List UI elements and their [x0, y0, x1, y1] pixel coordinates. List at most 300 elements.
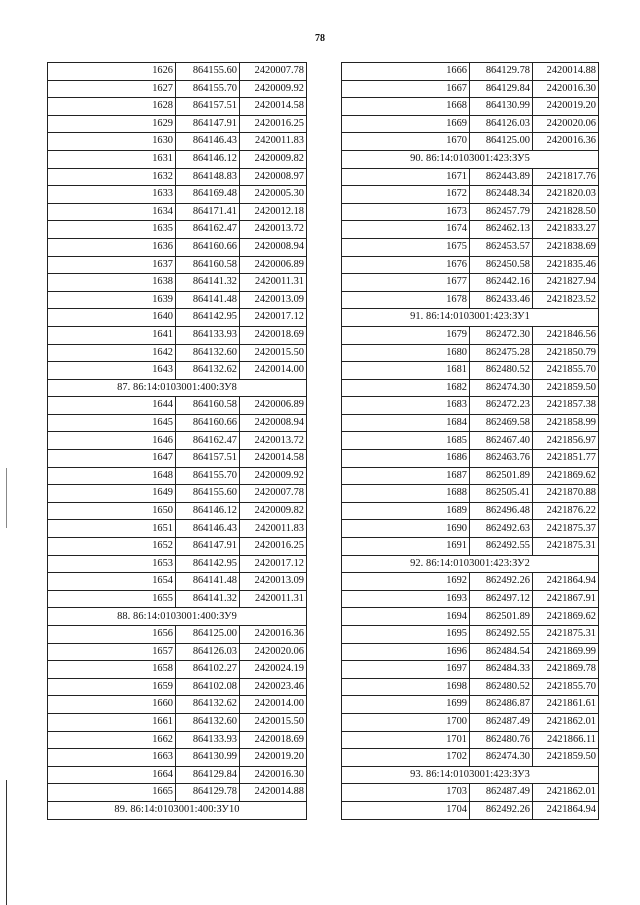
point-number-cell: 1638 — [48, 274, 176, 292]
x-coordinate-cell: 864162.47 — [176, 221, 240, 239]
point-number-cell: 1679 — [342, 326, 470, 344]
point-number-cell: 1674 — [342, 221, 470, 239]
y-coordinate-cell: 2420011.83 — [240, 133, 307, 151]
point-number-cell: 1642 — [48, 344, 176, 362]
point-number-cell: 1687 — [342, 467, 470, 485]
y-coordinate-cell: 2420006.89 — [240, 256, 307, 274]
x-coordinate-cell: 862496.48 — [470, 502, 533, 520]
x-coordinate-cell: 864146.43 — [176, 520, 240, 538]
point-number-cell: 1693 — [342, 590, 470, 608]
point-number-cell: 1636 — [48, 238, 176, 256]
table-row — [48, 362, 307, 380]
point-number-cell: 1697 — [342, 661, 470, 679]
y-coordinate-cell: 2421862.01 — [533, 784, 599, 802]
point-number-cell: 1704 — [342, 801, 470, 819]
table-row — [342, 696, 599, 714]
table-row — [342, 573, 599, 591]
x-coordinate-cell: 864148.83 — [176, 168, 240, 186]
table-row — [48, 626, 307, 644]
point-number-cell: 1669 — [342, 115, 470, 133]
x-coordinate-cell: 864129.84 — [176, 766, 240, 784]
table-row — [48, 291, 307, 309]
point-number-cell: 1664 — [48, 766, 176, 784]
section-title: 91. 86:14:0103001:423:ЗУ1 — [342, 309, 599, 327]
section-header-row — [342, 555, 599, 573]
point-number-cell: 1643 — [48, 362, 176, 380]
x-coordinate-cell: 864132.62 — [176, 362, 240, 380]
y-coordinate-cell: 2421875.37 — [533, 520, 599, 538]
table-row — [342, 80, 599, 98]
y-coordinate-cell: 2420015.50 — [240, 713, 307, 731]
table-row — [342, 362, 599, 380]
x-coordinate-cell: 864133.93 — [176, 326, 240, 344]
x-coordinate-cell: 864142.95 — [176, 555, 240, 573]
y-coordinate-cell: 2420024.19 — [240, 661, 307, 679]
x-coordinate-cell: 864155.70 — [176, 467, 240, 485]
point-number-cell: 1686 — [342, 450, 470, 468]
point-number-cell: 1676 — [342, 256, 470, 274]
table-row — [342, 344, 599, 362]
x-coordinate-cell: 862492.55 — [470, 538, 533, 556]
y-coordinate-cell: 2421864.94 — [533, 573, 599, 591]
y-coordinate-cell: 2421827.94 — [533, 274, 599, 292]
x-coordinate-cell: 862450.58 — [470, 256, 533, 274]
x-coordinate-cell: 864141.48 — [176, 291, 240, 309]
point-number-cell: 1665 — [48, 784, 176, 802]
point-number-cell: 1628 — [48, 98, 176, 116]
coordinates-table-right — [341, 62, 599, 820]
table-row — [48, 678, 307, 696]
point-number-cell: 1685 — [342, 432, 470, 450]
section-title: 88. 86:14:0103001:400:ЗУ9 — [48, 608, 307, 626]
table-row — [48, 203, 307, 221]
table-row — [342, 661, 599, 679]
y-coordinate-cell: 2421835.46 — [533, 256, 599, 274]
y-coordinate-cell: 2421859.50 — [533, 749, 599, 767]
table-row — [342, 221, 599, 239]
table-row — [342, 63, 599, 81]
x-coordinate-cell: 864126.03 — [176, 643, 240, 661]
x-coordinate-cell: 864133.93 — [176, 731, 240, 749]
y-coordinate-cell: 2420019.20 — [240, 749, 307, 767]
y-coordinate-cell: 2420013.72 — [240, 432, 307, 450]
point-number-cell: 1681 — [342, 362, 470, 380]
y-coordinate-cell: 2421875.31 — [533, 538, 599, 556]
y-coordinate-cell: 2420008.94 — [240, 414, 307, 432]
x-coordinate-cell: 862492.55 — [470, 626, 533, 644]
x-coordinate-cell: 864142.95 — [176, 309, 240, 327]
x-coordinate-cell: 862467.40 — [470, 432, 533, 450]
scan-edge-line — [6, 468, 7, 528]
x-coordinate-cell: 862443.89 — [470, 168, 533, 186]
table-row — [48, 326, 307, 344]
section-title: 89. 86:14:0103001:400:ЗУ10 — [48, 801, 307, 819]
section-header-row — [342, 766, 599, 784]
y-coordinate-cell: 2420009.92 — [240, 80, 307, 98]
point-number-cell: 1650 — [48, 502, 176, 520]
x-coordinate-cell: 864125.00 — [176, 626, 240, 644]
table-row — [342, 432, 599, 450]
table-row — [342, 256, 599, 274]
y-coordinate-cell: 2420008.94 — [240, 238, 307, 256]
point-number-cell: 1668 — [342, 98, 470, 116]
table-row — [342, 731, 599, 749]
table-row — [342, 203, 599, 221]
table-row — [48, 467, 307, 485]
table-row — [342, 379, 599, 397]
x-coordinate-cell: 864155.70 — [176, 80, 240, 98]
section-header-row — [48, 379, 307, 397]
table-row — [48, 256, 307, 274]
coordinates-table-left — [47, 62, 307, 820]
point-number-cell: 1648 — [48, 467, 176, 485]
x-coordinate-cell: 864141.32 — [176, 590, 240, 608]
y-coordinate-cell: 2421855.70 — [533, 362, 599, 380]
point-number-cell: 1696 — [342, 643, 470, 661]
y-coordinate-cell: 2421858.99 — [533, 414, 599, 432]
point-number-cell: 1695 — [342, 626, 470, 644]
point-number-cell: 1645 — [48, 414, 176, 432]
point-number-cell: 1637 — [48, 256, 176, 274]
point-number-cell: 1640 — [48, 309, 176, 327]
y-coordinate-cell: 2420020.06 — [533, 115, 599, 133]
y-coordinate-cell: 2420018.69 — [240, 326, 307, 344]
table-row — [342, 801, 599, 819]
x-coordinate-cell: 862501.89 — [470, 608, 533, 626]
point-number-cell: 1675 — [342, 238, 470, 256]
table-row — [342, 643, 599, 661]
section-header-row — [48, 801, 307, 819]
y-coordinate-cell: 2421867.91 — [533, 590, 599, 608]
y-coordinate-cell: 2421856.97 — [533, 432, 599, 450]
point-number-cell: 1660 — [48, 696, 176, 714]
y-coordinate-cell: 2420018.69 — [240, 731, 307, 749]
point-number-cell: 1672 — [342, 186, 470, 204]
table-row — [342, 98, 599, 116]
point-number-cell: 1663 — [48, 749, 176, 767]
table-row — [48, 784, 307, 802]
page-number: 78 — [315, 33, 325, 44]
table-row — [48, 538, 307, 556]
table-row — [48, 661, 307, 679]
point-number-cell: 1683 — [342, 397, 470, 415]
x-coordinate-cell: 862462.13 — [470, 221, 533, 239]
x-coordinate-cell: 864157.51 — [176, 450, 240, 468]
section-title: 90. 86:14:0103001:423:ЗУ5 — [342, 150, 599, 168]
point-number-cell: 1647 — [48, 450, 176, 468]
point-number-cell: 1641 — [48, 326, 176, 344]
table-row — [342, 450, 599, 468]
table-row — [48, 186, 307, 204]
point-number-cell: 1657 — [48, 643, 176, 661]
x-coordinate-cell: 862486.87 — [470, 696, 533, 714]
y-coordinate-cell: 2421864.94 — [533, 801, 599, 819]
x-coordinate-cell: 862497.12 — [470, 590, 533, 608]
x-coordinate-cell: 864132.62 — [176, 696, 240, 714]
y-coordinate-cell: 2420017.12 — [240, 555, 307, 573]
x-coordinate-cell: 862474.30 — [470, 749, 533, 767]
x-coordinate-cell: 864129.84 — [470, 80, 533, 98]
y-coordinate-cell: 2420008.97 — [240, 168, 307, 186]
table-row — [342, 520, 599, 538]
point-number-cell: 1688 — [342, 485, 470, 503]
y-coordinate-cell: 2421870.88 — [533, 485, 599, 503]
x-coordinate-cell: 864102.08 — [176, 678, 240, 696]
point-number-cell: 1649 — [48, 485, 176, 503]
point-number-cell: 1651 — [48, 520, 176, 538]
table-row — [48, 485, 307, 503]
point-number-cell: 1677 — [342, 274, 470, 292]
x-coordinate-cell: 862474.30 — [470, 379, 533, 397]
x-coordinate-cell: 864146.12 — [176, 150, 240, 168]
point-number-cell: 1673 — [342, 203, 470, 221]
table-row — [342, 467, 599, 485]
point-number-cell: 1656 — [48, 626, 176, 644]
y-coordinate-cell: 2420014.88 — [240, 784, 307, 802]
y-coordinate-cell: 2420016.25 — [240, 115, 307, 133]
table-row — [48, 397, 307, 415]
y-coordinate-cell: 2420007.78 — [240, 485, 307, 503]
x-coordinate-cell: 864132.60 — [176, 713, 240, 731]
table-row — [342, 133, 599, 151]
x-coordinate-cell: 864141.32 — [176, 274, 240, 292]
point-number-cell: 1644 — [48, 397, 176, 415]
table-row — [48, 274, 307, 292]
y-coordinate-cell: 2421875.31 — [533, 626, 599, 644]
table-row — [342, 485, 599, 503]
point-number-cell: 1653 — [48, 555, 176, 573]
section-title: 93. 86:14:0103001:423:ЗУ3 — [342, 766, 599, 784]
table-row — [48, 344, 307, 362]
y-coordinate-cell: 2420011.31 — [240, 274, 307, 292]
point-number-cell: 1667 — [342, 80, 470, 98]
y-coordinate-cell: 2420017.12 — [240, 309, 307, 327]
x-coordinate-cell: 864141.48 — [176, 573, 240, 591]
table-body — [342, 63, 599, 820]
x-coordinate-cell: 864125.00 — [470, 133, 533, 151]
table-row — [48, 713, 307, 731]
y-coordinate-cell: 2421861.61 — [533, 696, 599, 714]
x-coordinate-cell: 864147.91 — [176, 538, 240, 556]
table-row — [48, 168, 307, 186]
table-row — [48, 502, 307, 520]
table-row — [342, 326, 599, 344]
y-coordinate-cell: 2420009.82 — [240, 150, 307, 168]
y-coordinate-cell: 2420015.50 — [240, 344, 307, 362]
y-coordinate-cell: 2420014.00 — [240, 362, 307, 380]
point-number-cell: 1655 — [48, 590, 176, 608]
point-number-cell: 1701 — [342, 731, 470, 749]
x-coordinate-cell: 864129.78 — [176, 784, 240, 802]
table-row — [48, 643, 307, 661]
y-coordinate-cell: 2420009.82 — [240, 502, 307, 520]
y-coordinate-cell: 2420014.58 — [240, 98, 307, 116]
point-number-cell: 1666 — [342, 63, 470, 81]
point-number-cell: 1678 — [342, 291, 470, 309]
section-header-row — [48, 608, 307, 626]
y-coordinate-cell: 2421866.11 — [533, 731, 599, 749]
point-number-cell: 1635 — [48, 221, 176, 239]
y-coordinate-cell: 2420014.88 — [533, 63, 599, 81]
point-number-cell: 1639 — [48, 291, 176, 309]
table-body — [48, 63, 307, 820]
y-coordinate-cell: 2421869.99 — [533, 643, 599, 661]
table-row — [48, 766, 307, 784]
point-number-cell: 1689 — [342, 502, 470, 520]
x-coordinate-cell: 862480.76 — [470, 731, 533, 749]
y-coordinate-cell: 2420013.72 — [240, 221, 307, 239]
x-coordinate-cell: 862475.28 — [470, 344, 533, 362]
x-coordinate-cell: 864126.03 — [470, 115, 533, 133]
x-coordinate-cell: 864162.47 — [176, 432, 240, 450]
point-number-cell: 1659 — [48, 678, 176, 696]
y-coordinate-cell: 2420012.18 — [240, 203, 307, 221]
y-coordinate-cell: 2421857.38 — [533, 397, 599, 415]
x-coordinate-cell: 864130.99 — [176, 749, 240, 767]
x-coordinate-cell: 864160.66 — [176, 238, 240, 256]
x-coordinate-cell: 862472.23 — [470, 397, 533, 415]
y-coordinate-cell: 2420013.09 — [240, 291, 307, 309]
point-number-cell: 1682 — [342, 379, 470, 397]
y-coordinate-cell: 2420014.00 — [240, 696, 307, 714]
x-coordinate-cell: 864146.43 — [176, 133, 240, 151]
y-coordinate-cell: 2420016.36 — [533, 133, 599, 151]
point-number-cell: 1630 — [48, 133, 176, 151]
x-coordinate-cell: 862492.63 — [470, 520, 533, 538]
x-coordinate-cell: 862484.33 — [470, 661, 533, 679]
table-row — [48, 731, 307, 749]
point-number-cell: 1694 — [342, 608, 470, 626]
y-coordinate-cell: 2420014.58 — [240, 450, 307, 468]
section-header-row — [342, 150, 599, 168]
table-row — [342, 186, 599, 204]
y-coordinate-cell: 2421869.62 — [533, 608, 599, 626]
point-number-cell: 1684 — [342, 414, 470, 432]
x-coordinate-cell: 864130.99 — [470, 98, 533, 116]
y-coordinate-cell: 2420016.25 — [240, 538, 307, 556]
y-coordinate-cell: 2420016.30 — [533, 80, 599, 98]
table-row — [48, 80, 307, 98]
point-number-cell: 1652 — [48, 538, 176, 556]
y-coordinate-cell: 2421838.69 — [533, 238, 599, 256]
table-row — [48, 414, 307, 432]
x-coordinate-cell: 864160.58 — [176, 256, 240, 274]
y-coordinate-cell: 2420007.78 — [240, 63, 307, 81]
point-number-cell: 1661 — [48, 713, 176, 731]
x-coordinate-cell: 862469.58 — [470, 414, 533, 432]
point-number-cell: 1629 — [48, 115, 176, 133]
x-coordinate-cell: 862492.26 — [470, 573, 533, 591]
x-coordinate-cell: 862463.76 — [470, 450, 533, 468]
x-coordinate-cell: 862457.79 — [470, 203, 533, 221]
point-number-cell: 1692 — [342, 573, 470, 591]
x-coordinate-cell: 864132.60 — [176, 344, 240, 362]
table-row — [48, 450, 307, 468]
point-number-cell: 1634 — [48, 203, 176, 221]
y-coordinate-cell: 2421876.22 — [533, 502, 599, 520]
x-coordinate-cell: 862433.46 — [470, 291, 533, 309]
x-coordinate-cell: 862480.52 — [470, 678, 533, 696]
table-row — [48, 309, 307, 327]
y-coordinate-cell: 2421869.78 — [533, 661, 599, 679]
point-number-cell: 1698 — [342, 678, 470, 696]
point-number-cell: 1690 — [342, 520, 470, 538]
table-row — [342, 414, 599, 432]
y-coordinate-cell: 2421833.27 — [533, 221, 599, 239]
point-number-cell: 1670 — [342, 133, 470, 151]
table-row — [48, 98, 307, 116]
table-row — [342, 608, 599, 626]
point-number-cell: 1632 — [48, 168, 176, 186]
table-row — [342, 538, 599, 556]
table-row — [48, 133, 307, 151]
table-row — [48, 749, 307, 767]
table-row — [342, 502, 599, 520]
x-coordinate-cell: 864160.58 — [176, 397, 240, 415]
table-row — [342, 784, 599, 802]
point-number-cell: 1627 — [48, 80, 176, 98]
table-row — [342, 238, 599, 256]
y-coordinate-cell: 2420006.89 — [240, 397, 307, 415]
y-coordinate-cell: 2420009.92 — [240, 467, 307, 485]
y-coordinate-cell: 2420016.30 — [240, 766, 307, 784]
table-row — [48, 573, 307, 591]
section-title: 87. 86:14:0103001:400:ЗУ8 — [48, 379, 307, 397]
x-coordinate-cell: 862484.54 — [470, 643, 533, 661]
x-coordinate-cell: 864102.27 — [176, 661, 240, 679]
section-title: 92. 86:14:0103001:423:ЗУ2 — [342, 555, 599, 573]
point-number-cell: 1680 — [342, 344, 470, 362]
x-coordinate-cell: 864155.60 — [176, 63, 240, 81]
point-number-cell: 1626 — [48, 63, 176, 81]
y-coordinate-cell: 2421817.76 — [533, 168, 599, 186]
point-number-cell: 1700 — [342, 713, 470, 731]
x-coordinate-cell: 864169.48 — [176, 186, 240, 204]
table-row — [48, 696, 307, 714]
table-row — [48, 520, 307, 538]
y-coordinate-cell: 2420013.09 — [240, 573, 307, 591]
point-number-cell: 1691 — [342, 538, 470, 556]
y-coordinate-cell: 2421851.77 — [533, 450, 599, 468]
x-coordinate-cell: 862448.34 — [470, 186, 533, 204]
scan-edge-line — [6, 780, 7, 905]
x-coordinate-cell: 864171.41 — [176, 203, 240, 221]
y-coordinate-cell: 2421850.79 — [533, 344, 599, 362]
table-row — [48, 590, 307, 608]
x-coordinate-cell: 864129.78 — [470, 63, 533, 81]
x-coordinate-cell: 862472.30 — [470, 326, 533, 344]
table-row — [342, 168, 599, 186]
y-coordinate-cell: 2421859.50 — [533, 379, 599, 397]
y-coordinate-cell: 2420019.20 — [533, 98, 599, 116]
y-coordinate-cell: 2421855.70 — [533, 678, 599, 696]
y-coordinate-cell: 2421862.01 — [533, 713, 599, 731]
y-coordinate-cell: 2421869.62 — [533, 467, 599, 485]
x-coordinate-cell: 862487.49 — [470, 713, 533, 731]
x-coordinate-cell: 862501.89 — [470, 467, 533, 485]
section-header-row — [342, 309, 599, 327]
table-row — [48, 555, 307, 573]
table-row — [48, 238, 307, 256]
point-number-cell: 1702 — [342, 749, 470, 767]
table-row — [342, 626, 599, 644]
y-coordinate-cell: 2421828.50 — [533, 203, 599, 221]
x-coordinate-cell: 864147.91 — [176, 115, 240, 133]
point-number-cell: 1662 — [48, 731, 176, 749]
x-coordinate-cell: 864160.66 — [176, 414, 240, 432]
y-coordinate-cell: 2420011.31 — [240, 590, 307, 608]
table-row — [342, 590, 599, 608]
